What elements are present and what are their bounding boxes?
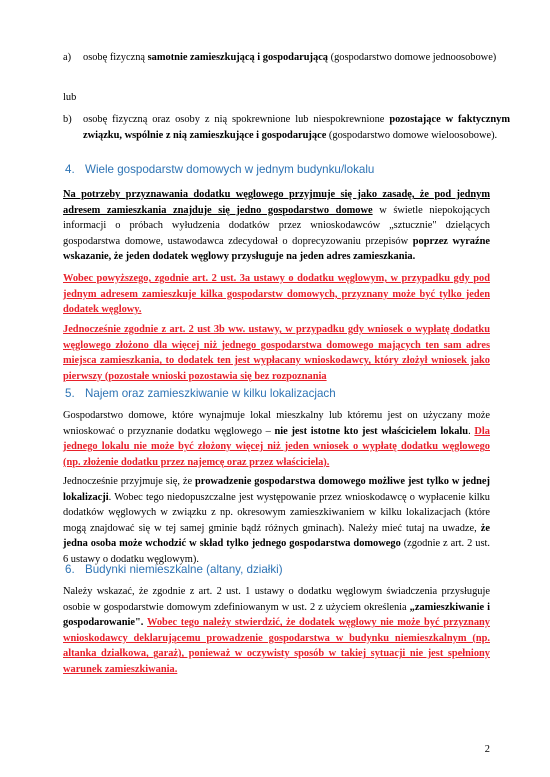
section-6-heading: 6. Budynki niemieszkalne (altany, działki) (65, 563, 283, 576)
text-run: . Wobec tego niedopuszczalne jest występowanie przez wnioskodawcę o wypłacenie kilku dodatków węglowych w związku z np. okresowym zamieszkiwaniem w kilku lokalizacjach (które mogą znajdować się w tej samej gminie bądź różnych gminach). Należy mieć tutaj na uwadze, (63, 491, 490, 534)
text-run: Wobec tego należy stwierdzić, że dodatek węglowy nie może być przyznany wnioskodawcy deklarującemu prowadzenie gospodarstwa w budynku niemieszkalnym (np. altanka działkowa, garaż), ponieważ w oczywisty sposób w takiej sytuacji nie jest spełniony warunek zamieszkiwania. (63, 617, 490, 675)
section-4-heading: 4. Wiele gospodarstw domowych w jednym budynku/lokalu (65, 163, 375, 176)
text-run: Jednocześnie zgodnie z art. 2 ust 3b ww. ustawy, w przypadku gdy wniosek o wypłatę dodatku węglowego złożono dla więcej niż jednego gospodarstwa domowego mających ten sam adres miejsca zamieszkania, to dodatek ten jest wypłacany wnioskodawcy, który złożył wniosek jako pierwszy (pozostałe wnioski pozostawia się bez rozpoznania (63, 324, 490, 382)
text-run: nie jest istotne kto jest właścicielem lokalu (274, 425, 469, 437)
section-6-paragraph-1 (63, 584, 490, 678)
text-run: Jednocześnie przyjmuje się, że (63, 476, 195, 487)
section-4-paragraph-1 (63, 187, 490, 265)
text-run: (zgodnie z art. 2 ust. 6 ustawy o dodatku węglowym). (63, 538, 490, 565)
section-5-paragraph-1 (63, 408, 490, 470)
page-number: 2 (484, 744, 490, 755)
text-run: Należy wskazać, że zgodnie z art. 2 ust. 1 ustawy o dodatku węglowym świadczenia przysługuje osobie w gospodarstwie domowym zdefiniowanym w ust. 2 z użyciem określenia (63, 586, 490, 613)
text-run: Wobec powyższego, zgodnie art. 2 ust. 3a ustawy o dodatku węglowym, w przypadku gdy pod jednym adresem zamieszkuje kilka gospodarstw domowych, przyznany może być tylko jeden dodatek węglowy. (63, 273, 490, 316)
text-run: (gospodarstwo domowe jednoosobowe) (328, 52, 497, 63)
text-run: samotnie zamieszkującą i gospodarującą (147, 52, 329, 63)
text-run: w świetle niepokojących informacji o próbach wyłudzenia dodatków przez wnioskodawców „sztucznie" dzielących gospodarstwa domowe, ustawodawca zdecydował o doprecyzowaniu przepisów (63, 204, 490, 247)
section-4-paragraph-3 (63, 322, 490, 384)
list-label: a) (63, 52, 72, 63)
text-run: . (468, 425, 475, 437)
section-4-paragraph-2 (63, 271, 490, 318)
section-5-paragraph-2 (63, 474, 490, 568)
list-item-a (63, 50, 510, 66)
text-run: „zamieszkiwanie i gospodarowanie". (63, 601, 490, 629)
text-run: Na potrzeby przyznawania dodatku węglowego przyjmuje się jako zasadę, że pod jednym adresem zamieszkania znajduje się jedno gospodarstwo domowe (63, 189, 490, 216)
text-run: Gospodarstwo domowe, które wynajmuje lokal mieszkalny lub któremu jest on użyczany może wnioskować o przyznanie dodatku węglowego – (63, 410, 490, 437)
list-item-b (63, 112, 510, 143)
text-run: pozostające w faktycznym związku, wspólnie z nią zamieszkujące i gospodarujące (83, 114, 510, 141)
text-run: że jedna osoba może wchodzić w skład tylko jednego gospodarstwa domowego (63, 522, 490, 550)
text-run: prowadzenie gospodarstwa domowego możliwe jest tylko w jednej lokalizacji (63, 476, 490, 503)
list-label: b) (63, 114, 72, 125)
section-5-heading: 5. Najem oraz zamieszkiwanie w kilku lokalizacjach (65, 387, 336, 400)
list-connector-lub (63, 90, 490, 106)
text-run: osobę fizyczną oraz osoby z nią spokrewnione lub niespokrewnione (83, 114, 390, 125)
text-run: (gospodarstwo domowe wieloosobowe). (326, 129, 498, 141)
text-run: poprzez wyraźne wskazanie, że jeden dodatek węglowy przysługuje na jeden adres zamieszkania. (63, 235, 491, 263)
text-run: osobę fizyczną (83, 52, 148, 63)
text-run: lub (63, 92, 77, 103)
text-run: Dla jednego lokalu nie może być złożony więcej niż jeden wniosek o wypłatę dodatku węglowego (np. złożenie dodatku przez najemcę oraz przez właściciela). (63, 425, 490, 468)
